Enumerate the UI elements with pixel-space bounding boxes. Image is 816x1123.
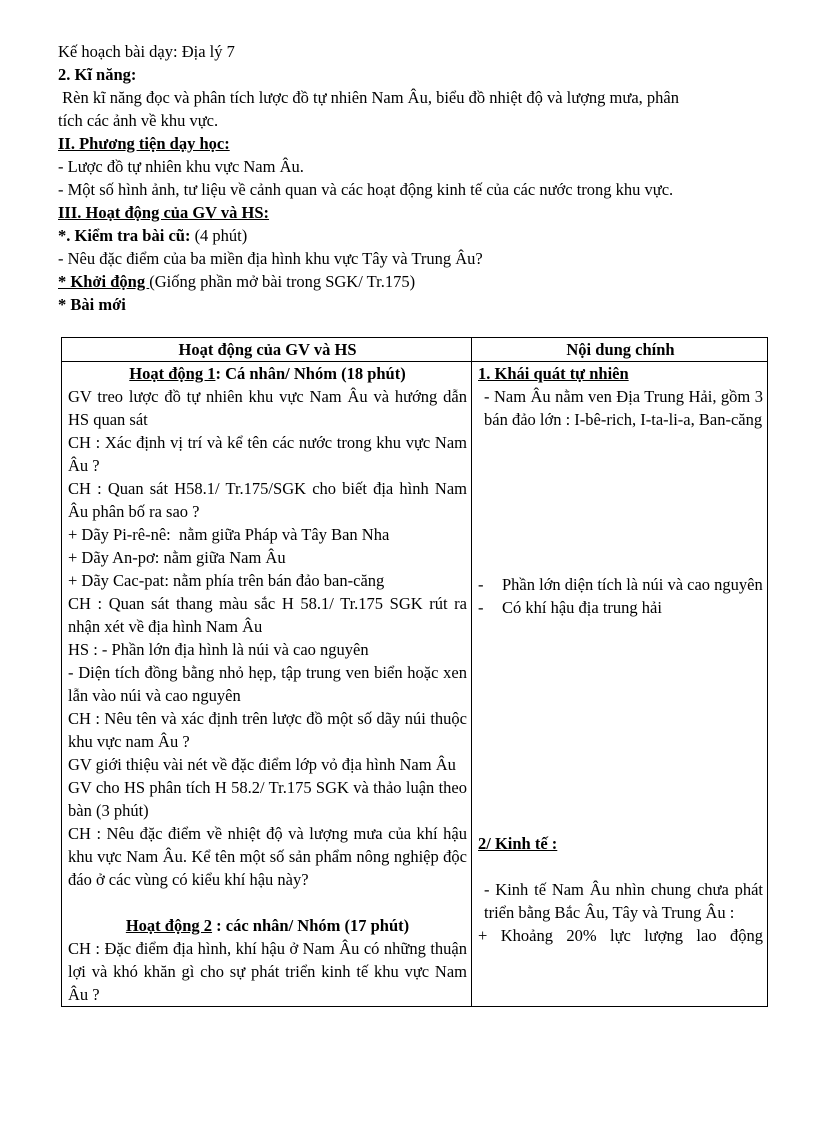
activity2-title-label: Hoạt động 2 [125,916,213,935]
activity1-title-rest: : Cá nhân/ Nhóm (18 phút) [215,364,406,383]
warmup [58,270,778,293]
means-item-2: - Một số hình ảnh, tư liệu về cảnh quan và các hoạt động kinh tế của các nước trong khu vực. [58,180,674,199]
content-bullet [478,573,763,596]
check-label: *. Kiểm tra bài cũ: [58,226,191,245]
warmup-text: (Giống phần mở bài trong SGK/ Tr.175) [149,272,416,291]
activity1-line: CH : Quan sát H58.1/ Tr.175/SGK cho biết địa hình Nam Âu phân bố ra sao ? [68,479,467,521]
spacer [478,619,763,832]
activity1-line: CH : Nêu tên và xác định trên lược đồ một số dãy núi thuộc khu vực nam Âu ? [68,709,467,751]
section2-heading: 2/ Kinh tế : [478,834,558,853]
lesson-table [61,337,768,1007]
section2-plus: + Khoảng 20% lực lượng lao động [478,926,763,945]
section1-text: - Nam Âu nằm ven Địa Trung Hải, gồm 3 bán đảo lớn : I-bê-rich, I-ta-li-a, Ban-căng [484,387,763,429]
skills-heading: 2. Kĩ năng: [58,65,137,84]
activity1-line: CH : Nêu đặc điểm về nhiệt độ và lượng mưa của khí hậu khu vực Nam Âu. Kể tên một số sản phẩm nông nghiệp độc đáo ở các vùng có kiểu khí hậu này? [68,824,476,889]
activity1-line: GV cho HS phân tích H 58.2/ Tr.175 SGK và thảo luận theo bàn (3 phút) [68,778,467,820]
col2-header: Nội dung chính [472,338,768,362]
intro-section [58,40,778,316]
bullet-mark: - [478,575,484,594]
document-title: Kế hoạch bài dạy: Địa lý 7 [58,42,235,61]
spacer [478,855,763,878]
content-bullet [478,596,763,619]
means-item-1: - Lược đồ tự nhiên khu vực Nam Âu. [58,157,304,176]
spacer [68,891,467,914]
warmup-label: * Khởi động [58,272,150,291]
bullet-mark: - [478,598,484,617]
means-heading: II. Phương tiện dạy học: [58,134,230,153]
activity2-title [68,914,467,937]
activity1-line: GV giới thiệu vài nét về đặc điểm lớp vỏ địa hình Nam Âu [68,755,456,774]
activity2-title-rest: : các nhân/ Nhóm (17 phút) [212,916,410,935]
activity1-line: + Dãy Cac-pat: nằm phía trên bán đảo ban-căng [68,571,385,590]
table-body-row [62,362,768,1007]
activity1-title [68,362,467,385]
skills-text-line-2: tích các ảnh về khu vực. [58,111,219,130]
skills-text-line-1: Rèn kĩ năng đọc và phân tích lược đồ tự nhiên Nam Âu, biểu đồ nhiệt độ và lượng mưa, phân [58,88,679,107]
activity2-line: CH : Đặc điểm địa hình, khí hậu ở Nam Âu có những thuận lợi và khó khăn gì cho sự phát triển kinh tế khu vực Nam Âu ? [68,939,467,1004]
activity1-line: HS : - Phần lớn địa hình là núi và cao nguyên [68,640,369,659]
bullet-text: Có khí hậu địa trung hải [502,598,662,617]
activity1-line: - Diện tích đồng bằng nhỏ hẹp, tập trung ven biển hoặc xen lẫn vào núi và cao nguyên [68,663,467,705]
new-lesson-label: * Bài mới [58,295,126,314]
activity1-line: GV treo lược đồ tự nhiên khu vực Nam Âu và hướng dẫn HS quan sát [68,387,467,429]
activity1-line: + Dãy An-pơ: nằm giữa Nam Âu [68,548,286,567]
check-time: (4 phút) [190,226,248,245]
check-old-lesson [58,224,778,247]
main-content [472,362,768,1007]
teacher-student-activities [62,362,476,1007]
col1-header: Hoạt động của GV và HS [62,338,472,362]
activity1-line: CH : Xác định vị trí và kể tên các nước trong khu vực Nam Âu ? [68,433,467,475]
spacer [478,431,763,573]
bullet-text: Phần lớn diện tích là núi và cao nguyên [502,575,763,594]
table-header-row [62,338,768,362]
activity1-line: + Dãy Pi-rê-nê: nằm giữa Pháp và Tây Ban Nha [68,525,390,544]
section1-heading: 1. Khái quát tự nhiên [478,364,629,383]
check-question: - Nêu đặc điểm của ba miền địa hình khu vực Tây và Trung Âu? [58,249,483,268]
activity1-line: CH : Quan sát thang màu sắc H 58.1/ Tr.175 SGK rút ra nhận xét về địa hình Nam Âu [68,594,467,636]
activity1-title-label: Hoạt động 1 [129,364,216,383]
section2-text: - Kinh tế Nam Âu nhìn chung chưa phát triển bằng Bắc Âu, Tây và Trung Âu : [484,880,763,922]
activities-heading: III. Hoạt động của GV và HS: [58,203,270,222]
